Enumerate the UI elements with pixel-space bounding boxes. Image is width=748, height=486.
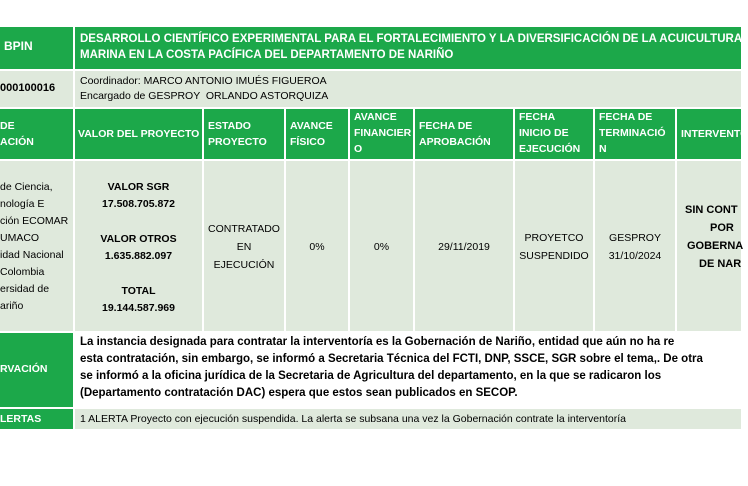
interventoria-line4: DE NAR bbox=[699, 258, 742, 270]
financial-progress-value: 0% bbox=[373, 241, 390, 253]
alerts-text: 1 ALERTA Proyecto con ejecución suspendida. La alerta se subsana una vez la Gobernación contrate la interventoría bbox=[80, 413, 626, 425]
approval-date-value: 29/11/2019 bbox=[438, 241, 490, 253]
interventoria-cell bbox=[677, 161, 744, 331]
col-entity-header-line2: ACIÓN bbox=[0, 136, 34, 148]
col-approval-header-line1: FECHA DE bbox=[419, 120, 473, 132]
approval-date-cell bbox=[415, 161, 513, 331]
total-label: TOTAL bbox=[121, 285, 156, 297]
entity-line: idad Nacional bbox=[0, 249, 64, 261]
start-date-line1: PROYETCO bbox=[524, 232, 584, 244]
col-end-header bbox=[595, 109, 675, 159]
entity-cell bbox=[0, 161, 73, 331]
col-interventoria-header-label: INTERVENTO bbox=[681, 128, 748, 140]
bpin-label: BPIN bbox=[4, 39, 33, 53]
status-line2: EN bbox=[236, 241, 252, 253]
observation-line2: esta contratación, sin embargo, se informó a Secretaria Técnica del FCTI, DNP, SSCE, SGR sobre el tema,. De otra bbox=[80, 353, 703, 365]
project-title-cell bbox=[75, 27, 741, 69]
col-status-header-line2: PROYECTO bbox=[208, 136, 267, 148]
total-value: 19.144.587.969 bbox=[102, 302, 175, 314]
col-financial-header bbox=[350, 109, 413, 159]
entity-line: ersidad de bbox=[0, 283, 50, 295]
coordinator-text: Coordinador: MARCO ANTONIO IMUÉS FIGUEROA bbox=[80, 75, 327, 87]
observation-label-cell bbox=[0, 333, 73, 407]
project-title-line2: MARINA EN LA COSTA PACÍFICA DEL DEPARTAMENTO DE NARIÑO bbox=[80, 49, 454, 61]
col-start-header-line2: INICIO DE bbox=[519, 127, 569, 139]
col-financial-header-line1: AVANCE bbox=[354, 111, 397, 123]
entity-line: de Ciencia, bbox=[0, 181, 53, 193]
start-date-line2: SUSPENDIDO bbox=[519, 250, 589, 262]
otros-value: 1.635.882.097 bbox=[104, 250, 173, 262]
interventoria-line1: SIN CONT bbox=[685, 204, 738, 216]
col-start-header bbox=[515, 109, 593, 159]
col-approval-header bbox=[415, 109, 513, 159]
col-start-header-line1: FECHA bbox=[519, 111, 556, 123]
otros-label: VALOR OTROS bbox=[100, 233, 177, 245]
alerts-text-cell bbox=[75, 409, 741, 429]
end-date-line1: GESPROY bbox=[609, 232, 661, 244]
col-physical-header bbox=[286, 109, 348, 159]
entity-line: ción ECOMAR bbox=[0, 215, 69, 227]
sgr-label: VALOR SGR bbox=[107, 181, 170, 193]
physical-progress-cell bbox=[286, 161, 348, 331]
status-line3: EJECUCIÓN bbox=[213, 259, 275, 271]
entity-line: UMACO bbox=[0, 232, 40, 244]
end-date-line2: 31/10/2024 bbox=[608, 250, 662, 262]
col-interventoria-header bbox=[677, 109, 748, 159]
col-financial-header-line3: O bbox=[354, 143, 363, 155]
entity-line: ariño bbox=[0, 300, 24, 312]
observation-text-cell bbox=[75, 333, 741, 407]
col-entity-header bbox=[0, 109, 73, 159]
col-approval-header-line2: APROBACIÓN bbox=[419, 136, 491, 148]
entity-line: nología E bbox=[0, 198, 45, 210]
observation-line1: La instancia designada para contratar la interventoría es la Gobernación de Nariño, entidad que aún no ha re bbox=[80, 336, 675, 348]
observation-label: RVACIÓN bbox=[0, 363, 48, 375]
status-line1: CONTRATADO bbox=[208, 223, 280, 235]
interventoria-line3: GOBERNA bbox=[687, 240, 744, 252]
col-entity-header-line1: DE bbox=[0, 120, 15, 132]
col-status-header-line1: ESTADO bbox=[208, 120, 251, 132]
col-end-header-line1: FECHA DE bbox=[599, 111, 653, 123]
bpin-value: 000100016 bbox=[0, 82, 56, 94]
alerts-label-cell bbox=[0, 409, 73, 429]
observation-line3: se informó a la oficina jurídica de la Secretaria de Agricultura del departamento, en la que se radicaron los bbox=[80, 370, 662, 382]
col-start-header-line3: EJECUCIÓN bbox=[519, 143, 581, 155]
col-financial-header-line2: FINANCIER bbox=[354, 127, 412, 139]
status-cell bbox=[204, 161, 284, 331]
col-end-header-line3: N bbox=[599, 143, 607, 155]
bpin-value-cell bbox=[0, 71, 73, 107]
col-physical-header-line2: FÍSICO bbox=[290, 136, 326, 148]
physical-progress-value: 0% bbox=[309, 241, 325, 253]
col-value-header-label: VALOR DEL PROYECTO bbox=[78, 128, 200, 140]
col-physical-header-line1: AVANCE bbox=[290, 120, 333, 132]
project-title-line1: DESARROLLO CIENTÍFICO EXPERIMENTAL PARA EL FORTALECIMIENTO Y LA DIVERSIFICACIÓN DE LA ACUICULTURA bbox=[80, 33, 743, 45]
col-end-header-line2: TERMINACIÓ bbox=[599, 127, 666, 139]
coordinator-cell bbox=[75, 71, 741, 107]
alerts-label: LERTAS bbox=[0, 413, 42, 425]
gesproy-text: Encargado de GESPROY ORLANDO ASTORQUIZA bbox=[80, 90, 329, 102]
bpin-header-cell bbox=[0, 27, 73, 69]
col-value-header bbox=[75, 109, 202, 159]
observation-line4: (Departamento contratación DAC) espera que estos sean publicados en SECOP. bbox=[80, 387, 518, 399]
sgr-value: 17.508.705.872 bbox=[102, 198, 175, 210]
interventoria-line2: POR bbox=[710, 222, 734, 234]
entity-line: Colombia bbox=[0, 266, 45, 278]
start-date-cell bbox=[515, 161, 593, 331]
project-value-cell bbox=[75, 161, 202, 331]
end-date-cell bbox=[595, 161, 675, 331]
financial-progress-cell bbox=[350, 161, 413, 331]
col-status-header bbox=[204, 109, 284, 159]
